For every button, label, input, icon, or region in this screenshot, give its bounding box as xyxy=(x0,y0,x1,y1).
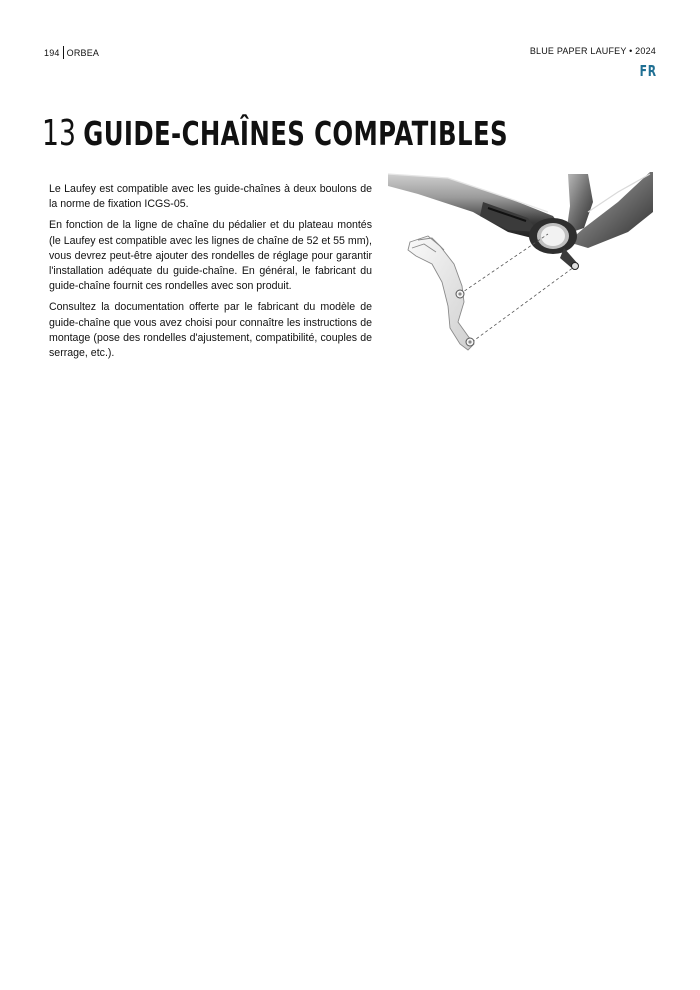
header-divider xyxy=(63,46,64,59)
document-title: BLUE PAPER LAUFEY • 2024 xyxy=(529,46,656,56)
paragraph: En fonction de la ligne de chaîne du pédalier et du plateau montés (le Laufey est compatible avec les lignes de chaîne de 52 et 55 mm), vous devrez peut-être ajouter des rondelles de réglage pour garantir l'installation adéquate du guide-chaîne. En général, le fabricant du guide-chaîne fournit ces rondelles avec son produit. xyxy=(49,219,372,293)
section-title xyxy=(42,113,508,157)
paragraph: Consultez la documentation offerte par le fabricant du modèle de guide-chaîne que vous avez choisi pour connaître les instructions de montage (pose des rondelles d'ajustement, compatibilité, couples de serrage, etc.). xyxy=(49,301,372,360)
brand-name: ORBEA xyxy=(66,47,100,58)
chain-guide-frame-illustration xyxy=(388,172,653,357)
section-heading: GUIDE-CHAÎNES COMPATIBLES xyxy=(83,114,508,153)
page-header-left xyxy=(44,46,99,59)
paragraph: Le Laufey est compatible avec les guide-chaînes à deux boulons de la norme de fixation ICGS-05. xyxy=(49,183,372,211)
body-text xyxy=(49,182,372,367)
section-number: 13 xyxy=(42,113,76,154)
language-code: FR xyxy=(639,62,657,80)
page-number: 194 xyxy=(44,47,60,58)
